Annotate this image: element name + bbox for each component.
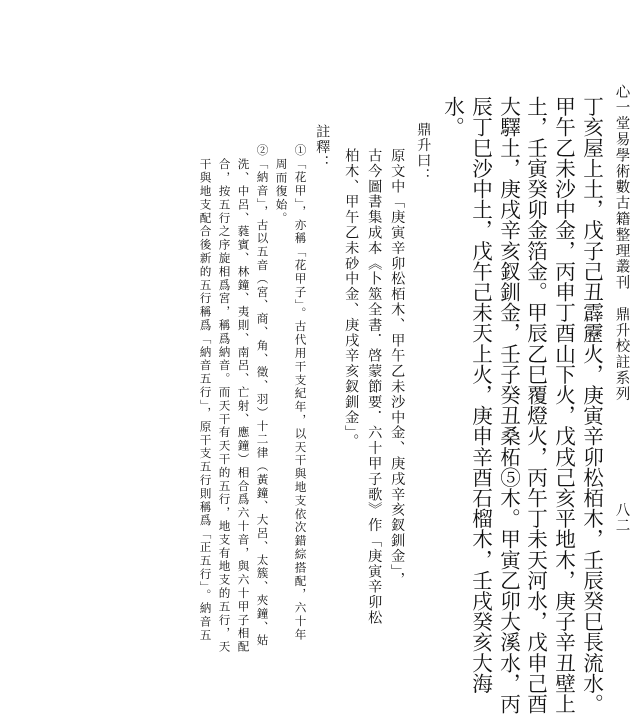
note-line: 周而復始。 — [274, 158, 289, 225]
note-line: 合，按五行之序旋相爲宮，稱爲納音。而天干有天干的五行，地支有地支的五行，天 — [217, 158, 232, 654]
note-line: 干與地支配合後新的五行稱爲「納音五行」，原干支五行則稱爲「正五行」。納音五 — [198, 158, 213, 643]
notes-heading: 註釋： — [314, 124, 331, 171]
note-line: 洗、中呂、蕤賓、林鐘、夷則、南呂、亡射、應鐘）相合爲六十音，與六十甲子相配 — [236, 158, 251, 654]
main-text-line: 甲午乙未沙中金，丙申丁酉山下火，戊戌己亥平地木，庚子辛丑壁上 — [551, 96, 576, 714]
note-line: ①「花甲」，亦稱「花甲子」。古代用干支紀年，以天干與地支依次錯綜搭配，六十年 — [293, 144, 308, 642]
series-title: 心一堂易學術數古籍整理叢刊 鼎升校註系列 — [613, 84, 630, 402]
commentary-line: 古今圖書集成本《卜筮全書．啓蒙節要．六十甲子歌》作「庚寅辛卯松 — [366, 148, 383, 626]
main-text-line: 水。 — [440, 96, 465, 138]
page-number: 八二 — [613, 502, 630, 534]
main-text-line: 丁亥屋上土，戊子己丑霹靂火，庚寅辛卯松栢木，壬辰癸巳長流水。 — [579, 96, 604, 714]
main-text-line: 大驛土，庚戌辛亥釵釧金，壬子癸丑桑柘⑤木。甲寅乙卯大溪水，丙 — [496, 96, 521, 714]
main-text-line: 辰丁巳沙中土，戊午己未天上火，庚申辛酉石榴木，壬戌癸亥大海 — [468, 96, 493, 694]
commentary-line: 柏木、甲午乙未砂中金、庚戌辛亥釵釧金」。 — [343, 148, 360, 449]
note-line: ②「納音」，古以五音（宮、商、角、徵、羽）十二律（黃鐘、大呂、太簇、夾鐘、姑 — [255, 144, 270, 648]
commentary-speaker: 鼎升曰： — [415, 122, 432, 184]
main-text-line: 土，壬寅癸卯金箔金。甲辰乙巳覆燈火，丙午丁未天河水，戊申己酉 — [523, 96, 548, 714]
commentary-line: 原文中「庚寅辛卯松栢木、甲午乙未沙中金、庚戌辛亥釵釧金」， — [389, 148, 406, 588]
